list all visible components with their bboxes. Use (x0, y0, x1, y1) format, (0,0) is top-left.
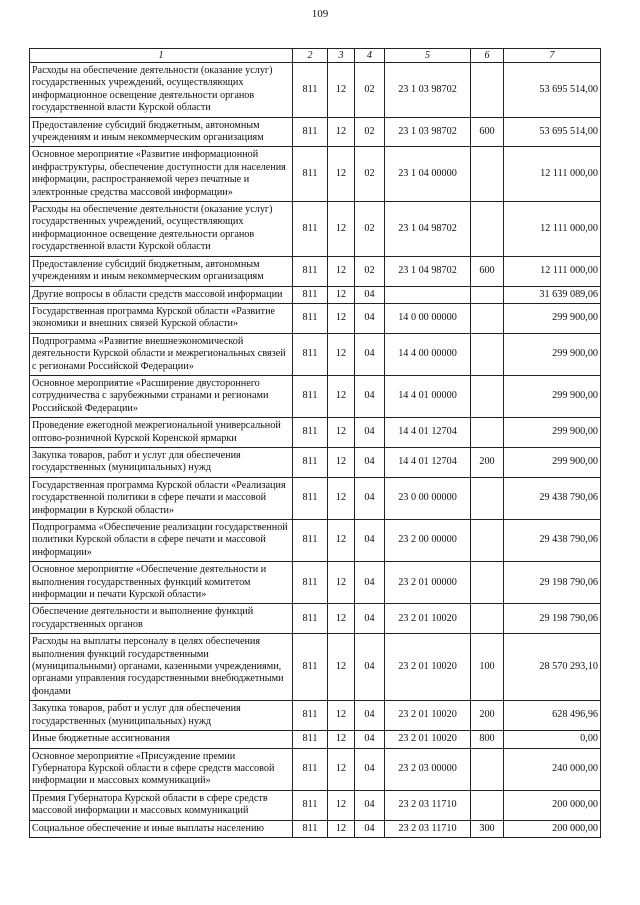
row-csr-cell: 14 0 00 00000 (385, 303, 471, 333)
row-gr-cell: 811 (293, 333, 328, 375)
row-rz-cell: 12 (328, 820, 355, 837)
row-gr-cell: 811 (293, 604, 328, 634)
row-name-cell: Предоставление субсидий бюджетным, автономным учреждениям и иным некоммерческим организациям (30, 256, 293, 286)
row-gr-cell: 811 (293, 202, 328, 257)
row-csr-cell: 23 1 03 98702 (385, 63, 471, 118)
row-csr-cell: 23 1 04 98702 (385, 202, 471, 257)
row-csr-cell: 14 4 01 12704 (385, 447, 471, 477)
row-vr-cell (471, 562, 504, 604)
row-name-cell: Другие вопросы в области средств массовой информации (30, 286, 293, 303)
row-rz-cell: 12 (328, 634, 355, 701)
row-rz-cell: 12 (328, 375, 355, 417)
row-vr-cell: 300 (471, 820, 504, 837)
row-vr-cell (471, 520, 504, 562)
row-name-cell: Премия Губернатора Курской области в сфере средств массовой информации и массовых коммуникаций (30, 790, 293, 820)
row-gr-cell: 811 (293, 375, 328, 417)
row-vr-cell (471, 333, 504, 375)
row-gr-cell: 811 (293, 790, 328, 820)
row-gr-cell: 811 (293, 256, 328, 286)
row-pr-cell: 04 (355, 333, 385, 375)
row-sum-cell: 299 900,00 (504, 333, 601, 375)
table-row (30, 256, 601, 286)
row-pr-cell: 04 (355, 477, 385, 519)
row-sum-cell: 28 570 293,10 (504, 634, 601, 701)
row-csr-cell: 23 1 04 00000 (385, 147, 471, 202)
row-vr-cell (471, 147, 504, 202)
row-pr-cell: 02 (355, 117, 385, 147)
header-cell: 5 (385, 49, 471, 63)
header-cell: 7 (504, 49, 601, 63)
row-rz-cell: 12 (328, 447, 355, 477)
row-sum-cell: 240 000,00 (504, 748, 601, 790)
row-name-cell: Расходы на обеспечение деятельности (оказание услуг) государственных учреждений, осуществляющих информационное освещение деятельности органов государственной власти Курской области (30, 63, 293, 118)
table-row (30, 731, 601, 748)
row-csr-cell: 23 1 03 98702 (385, 117, 471, 147)
row-pr-cell: 04 (355, 520, 385, 562)
row-name-cell: Подпрограмма «Обеспечение реализации государственной политики Курской области в сфере печати и массовой информации» (30, 520, 293, 562)
row-name-cell: Проведение ежегодной межрегиональной универсальной оптово-розничной Курской Коренской ярмарки (30, 418, 293, 448)
row-rz-cell: 12 (328, 256, 355, 286)
row-pr-cell: 04 (355, 447, 385, 477)
header-cell: 1 (30, 49, 293, 63)
row-sum-cell: 31 639 089,06 (504, 286, 601, 303)
row-pr-cell: 04 (355, 303, 385, 333)
row-vr-cell (471, 303, 504, 333)
row-sum-cell: 299 900,00 (504, 418, 601, 448)
row-name-cell: Основное мероприятие «Расширение двустороннего сотрудничества с зарубежными странами и регионами Российской Федерации» (30, 375, 293, 417)
row-vr-cell: 100 (471, 634, 504, 701)
row-rz-cell: 12 (328, 604, 355, 634)
table-row (30, 447, 601, 477)
row-csr-cell: 23 1 04 98702 (385, 256, 471, 286)
row-pr-cell: 04 (355, 701, 385, 731)
table-row (30, 418, 601, 448)
row-rz-cell: 12 (328, 286, 355, 303)
row-rz-cell: 12 (328, 562, 355, 604)
row-sum-cell: 299 900,00 (504, 303, 601, 333)
row-vr-cell: 600 (471, 256, 504, 286)
row-gr-cell: 811 (293, 820, 328, 837)
row-csr-cell: 23 0 00 00000 (385, 477, 471, 519)
row-rz-cell: 12 (328, 333, 355, 375)
row-vr-cell (471, 63, 504, 118)
header-cell: 3 (328, 49, 355, 63)
row-pr-cell: 04 (355, 604, 385, 634)
row-pr-cell: 04 (355, 748, 385, 790)
row-rz-cell: 12 (328, 731, 355, 748)
row-csr-cell: 23 2 01 10020 (385, 701, 471, 731)
row-name-cell: Государственная программа Курской области «Реализация государственной политики в сфере печати и массовой информации в Курской области» (30, 477, 293, 519)
row-vr-cell (471, 418, 504, 448)
table-row (30, 701, 601, 731)
row-name-cell: Иные бюджетные ассигнования (30, 731, 293, 748)
row-gr-cell: 811 (293, 117, 328, 147)
row-pr-cell: 02 (355, 256, 385, 286)
row-gr-cell: 811 (293, 286, 328, 303)
row-csr-cell: 23 2 00 00000 (385, 520, 471, 562)
row-gr-cell: 811 (293, 418, 328, 448)
header-cell: 4 (355, 49, 385, 63)
row-name-cell: Закупка товаров, работ и услуг для обеспечения государственных (муниципальных) нужд (30, 701, 293, 731)
row-rz-cell: 12 (328, 477, 355, 519)
row-csr-cell: 23 2 01 10020 (385, 731, 471, 748)
row-sum-cell: 299 900,00 (504, 375, 601, 417)
row-csr-cell: 14 4 01 12704 (385, 418, 471, 448)
row-pr-cell: 04 (355, 286, 385, 303)
row-rz-cell: 12 (328, 303, 355, 333)
row-gr-cell: 811 (293, 731, 328, 748)
row-vr-cell (471, 375, 504, 417)
table-row (30, 604, 601, 634)
row-csr-cell: 14 4 00 00000 (385, 333, 471, 375)
row-rz-cell: 12 (328, 701, 355, 731)
row-sum-cell: 299 900,00 (504, 447, 601, 477)
row-csr-cell: 23 2 03 11710 (385, 820, 471, 837)
row-pr-cell: 04 (355, 562, 385, 604)
row-rz-cell: 12 (328, 748, 355, 790)
row-pr-cell: 04 (355, 820, 385, 837)
row-sum-cell: 29 438 790,06 (504, 477, 601, 519)
row-vr-cell (471, 477, 504, 519)
table-row (30, 634, 601, 701)
row-rz-cell: 12 (328, 418, 355, 448)
table-row (30, 303, 601, 333)
row-name-cell: Закупка товаров, работ и услуг для обеспечения государственных (муниципальных) нужд (30, 447, 293, 477)
row-gr-cell: 811 (293, 520, 328, 562)
row-name-cell: Обеспечение деятельности и выполнение функций государственных органов (30, 604, 293, 634)
row-sum-cell: 53 695 514,00 (504, 63, 601, 118)
table-row (30, 790, 601, 820)
row-sum-cell: 29 198 790,06 (504, 562, 601, 604)
row-gr-cell: 811 (293, 63, 328, 118)
table-row (30, 375, 601, 417)
table-row (30, 286, 601, 303)
row-vr-cell (471, 748, 504, 790)
page-number: 109 (311, 8, 329, 20)
row-gr-cell: 811 (293, 147, 328, 202)
row-sum-cell: 12 111 000,00 (504, 202, 601, 257)
row-csr-cell: 23 2 03 11710 (385, 790, 471, 820)
row-sum-cell: 29 438 790,06 (504, 520, 601, 562)
header-cell: 2 (293, 49, 328, 63)
row-pr-cell: 04 (355, 634, 385, 701)
row-rz-cell: 12 (328, 202, 355, 257)
row-gr-cell: 811 (293, 562, 328, 604)
table-row (30, 562, 601, 604)
row-csr-cell: 23 2 01 10020 (385, 604, 471, 634)
row-vr-cell (471, 202, 504, 257)
header-cell: 6 (471, 49, 504, 63)
table-header-row (30, 49, 601, 63)
row-name-cell: Государственная программа Курской области «Развитие экономики и внешних связей Курской области» (30, 303, 293, 333)
table-row (30, 333, 601, 375)
row-vr-cell: 800 (471, 731, 504, 748)
row-vr-cell (471, 790, 504, 820)
table-row (30, 63, 601, 118)
row-name-cell: Расходы на обеспечение деятельности (оказание услуг) государственных учреждений, осуществляющих информационное освещение деятельности органов государственной власти Курской области (30, 202, 293, 257)
row-name-cell: Социальное обеспечение и иные выплаты населению (30, 820, 293, 837)
row-name-cell: Предоставление субсидий бюджетным, автономным учреждениям и иным некоммерческим организациям (30, 117, 293, 147)
table-row (30, 820, 601, 837)
table-row (30, 117, 601, 147)
row-name-cell: Основное мероприятие «Развитие информационной инфраструктуры, обеспечение доступности для населения информации, распространяемой через печатные и электронные средства массовой информации» (30, 147, 293, 202)
row-pr-cell: 04 (355, 375, 385, 417)
row-gr-cell: 811 (293, 748, 328, 790)
row-csr-cell: 23 2 01 10020 (385, 634, 471, 701)
table-row (30, 520, 601, 562)
row-pr-cell: 02 (355, 63, 385, 118)
table-row (30, 202, 601, 257)
table-row (30, 748, 601, 790)
row-name-cell: Расходы на выплаты персоналу в целях обеспечения выполнения функций государственными (муниципальными) органами, казенными учреждениями, органами управления государственными внебюджетными фондами (30, 634, 293, 701)
row-pr-cell: 02 (355, 202, 385, 257)
budget-table (29, 48, 601, 838)
row-rz-cell: 12 (328, 117, 355, 147)
row-vr-cell (471, 604, 504, 634)
row-csr-cell: 23 2 01 00000 (385, 562, 471, 604)
row-gr-cell: 811 (293, 447, 328, 477)
row-vr-cell: 200 (471, 447, 504, 477)
row-vr-cell: 600 (471, 117, 504, 147)
row-pr-cell: 04 (355, 731, 385, 748)
row-sum-cell: 0,00 (504, 731, 601, 748)
row-sum-cell: 200 000,00 (504, 790, 601, 820)
row-sum-cell: 628 496,96 (504, 701, 601, 731)
table-row (30, 477, 601, 519)
row-sum-cell: 53 695 514,00 (504, 117, 601, 147)
row-rz-cell: 12 (328, 147, 355, 202)
row-gr-cell: 811 (293, 477, 328, 519)
row-rz-cell: 12 (328, 790, 355, 820)
row-sum-cell: 200 000,00 (504, 820, 601, 837)
row-vr-cell: 200 (471, 701, 504, 731)
row-gr-cell: 811 (293, 701, 328, 731)
row-pr-cell: 02 (355, 147, 385, 202)
row-gr-cell: 811 (293, 303, 328, 333)
row-name-cell: Основное мероприятие «Обеспечение деятельности и выполнения государственных функций комитетом информации и печати Курской области» (30, 562, 293, 604)
row-gr-cell: 811 (293, 634, 328, 701)
row-name-cell: Подпрограмма «Развитие внешнеэкономической деятельности Курской области и межрегиональных связей с регионами Российской Федерации» (30, 333, 293, 375)
row-sum-cell: 29 198 790,06 (504, 604, 601, 634)
row-sum-cell: 12 111 000,00 (504, 147, 601, 202)
row-pr-cell: 04 (355, 418, 385, 448)
row-rz-cell: 12 (328, 63, 355, 118)
row-sum-cell: 12 111 000,00 (504, 256, 601, 286)
row-rz-cell: 12 (328, 520, 355, 562)
row-csr-cell (385, 286, 471, 303)
table-row (30, 147, 601, 202)
row-csr-cell: 23 2 03 00000 (385, 748, 471, 790)
row-vr-cell (471, 286, 504, 303)
row-csr-cell: 14 4 01 00000 (385, 375, 471, 417)
row-name-cell: Основное мероприятие «Присуждение премии Губернатора Курской области в сфере средств массовой информации и массовых коммуникаций» (30, 748, 293, 790)
row-pr-cell: 04 (355, 790, 385, 820)
